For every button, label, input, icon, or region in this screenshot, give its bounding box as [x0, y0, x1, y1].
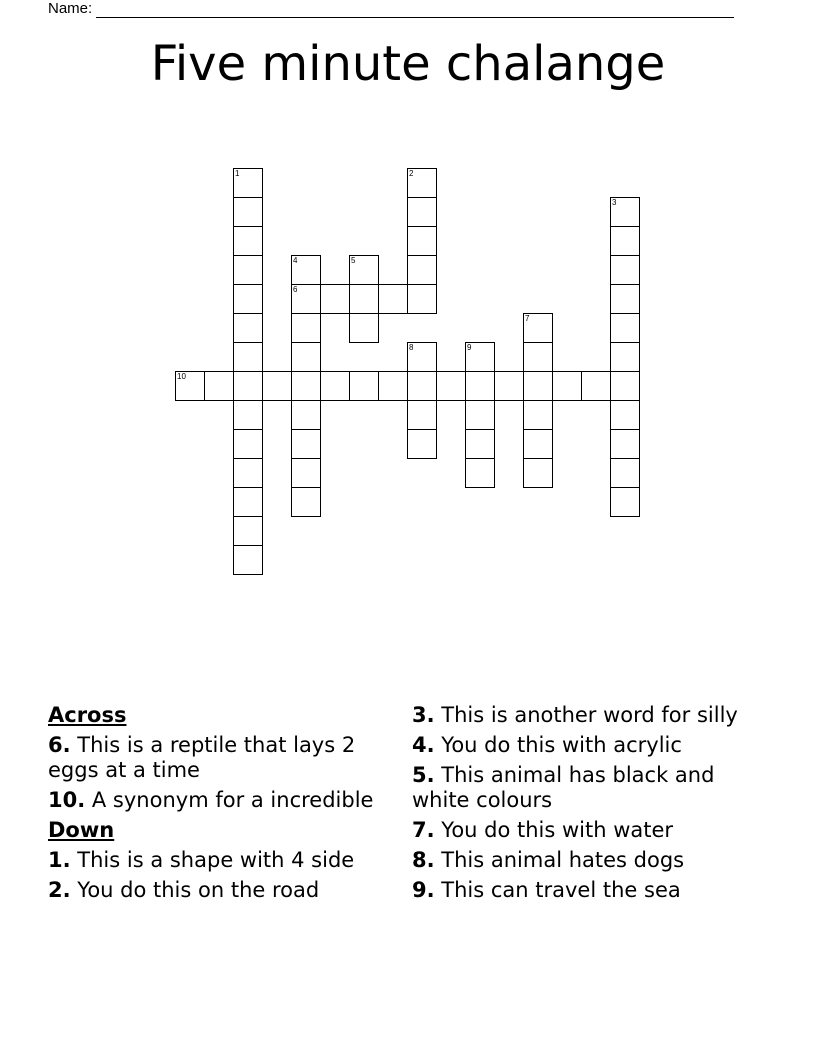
grid-cell[interactable] [349, 255, 379, 285]
grid-cell[interactable] [407, 197, 437, 227]
clue-down-2 [48, 878, 393, 903]
grid-cell[interactable] [407, 371, 437, 401]
grid-cell[interactable] [407, 255, 437, 285]
grid-cell[interactable] [523, 400, 553, 430]
grid-cell[interactable] [291, 342, 321, 372]
clue-number: 10. [48, 788, 86, 812]
grid-cell[interactable] [233, 168, 263, 198]
clue-number: 7. [412, 818, 435, 842]
grid-cell[interactable] [552, 371, 582, 401]
clue-text: A synonym for a incredible [91, 788, 374, 812]
grid-cell[interactable] [233, 342, 263, 372]
grid-cell[interactable] [320, 284, 350, 314]
clue-text: You do this with acrylic [441, 733, 682, 757]
grid-cell[interactable] [233, 197, 263, 227]
clue-down-8 [412, 848, 757, 873]
across-heading: Across [48, 703, 127, 727]
clue-number: 1. [48, 848, 71, 872]
cell-number: 8 [409, 343, 414, 352]
grid-cell[interactable] [233, 516, 263, 546]
cell-number: 7 [525, 314, 530, 323]
grid-cell[interactable] [349, 371, 379, 401]
grid-cell[interactable] [349, 284, 379, 314]
grid-cell[interactable] [233, 313, 263, 343]
grid-cell[interactable] [291, 284, 321, 314]
clue-across-10 [48, 788, 393, 813]
grid-cell[interactable] [523, 313, 553, 343]
cell-number: 4 [293, 256, 298, 265]
grid-cell[interactable] [233, 255, 263, 285]
clue-number: 8. [412, 848, 435, 872]
grid-cell[interactable] [407, 429, 437, 459]
clue-text: You do this on the road [77, 878, 320, 902]
clue-down-3 [412, 703, 757, 728]
cell-number: 6 [293, 285, 298, 294]
clue-text: This is another word for silly [441, 703, 738, 727]
cell-number: 5 [351, 256, 356, 265]
grid-cell[interactable] [610, 458, 640, 488]
clue-number: 6. [48, 733, 71, 757]
grid-cell[interactable] [465, 342, 495, 372]
grid-cell[interactable] [523, 371, 553, 401]
clue-text: This can travel the sea [441, 878, 681, 902]
grid-cell[interactable] [610, 429, 640, 459]
clue-number: 4. [412, 733, 435, 757]
grid-cell[interactable] [378, 371, 408, 401]
cell-number: 9 [467, 343, 472, 352]
clue-down-1 [48, 848, 393, 873]
name-label: Name: [48, 0, 93, 17]
clue-down-4 [412, 733, 757, 758]
grid-cell[interactable] [436, 371, 466, 401]
clue-text: This animal hates dogs [441, 848, 685, 872]
grid-cell[interactable] [233, 545, 263, 575]
grid-cell[interactable] [465, 400, 495, 430]
clue-number: 2. [48, 878, 71, 902]
clue-down-7 [412, 818, 757, 843]
grid-cell[interactable] [407, 226, 437, 256]
grid-cell[interactable] [378, 284, 408, 314]
grid-cell[interactable] [262, 371, 292, 401]
grid-cell[interactable] [523, 429, 553, 459]
grid-cell[interactable] [233, 284, 263, 314]
grid-cell[interactable] [610, 255, 640, 285]
clue-text: You do this with water [441, 818, 674, 842]
grid-cell[interactable] [407, 168, 437, 198]
clue-text: This is a shape with 4 side [77, 848, 355, 872]
clue-number: 5. [412, 763, 435, 787]
clue-down-5 [412, 763, 757, 813]
clue-across-6 [48, 733, 393, 783]
grid-cell[interactable] [233, 487, 263, 517]
grid-cell[interactable] [610, 313, 640, 343]
cell-number: 3 [612, 198, 617, 207]
grid-cell[interactable] [291, 313, 321, 343]
grid-cell[interactable] [465, 458, 495, 488]
clues-right-column [412, 703, 757, 908]
grid-cell[interactable] [407, 400, 437, 430]
grid-cell[interactable] [233, 226, 263, 256]
grid-cell[interactable] [233, 371, 263, 401]
grid-cell[interactable] [233, 400, 263, 430]
page-title: Five minute chalange [150, 36, 666, 92]
grid-cell[interactable] [204, 371, 234, 401]
grid-cell[interactable] [175, 371, 205, 401]
grid-cell[interactable] [407, 284, 437, 314]
cell-number: 1 [235, 169, 240, 178]
grid-cell[interactable] [610, 400, 640, 430]
cell-number: 10 [177, 372, 186, 381]
grid-cell[interactable] [407, 342, 437, 372]
down-heading: Down [48, 818, 115, 842]
clue-number: 3. [412, 703, 435, 727]
grid-cell[interactable] [494, 371, 524, 401]
clues-left-column [48, 703, 393, 908]
cell-number: 2 [409, 169, 414, 178]
grid-cell[interactable] [523, 458, 553, 488]
grid-cell[interactable] [610, 284, 640, 314]
clue-down-9 [412, 878, 757, 903]
grid-cell[interactable] [291, 400, 321, 430]
grid-cell[interactable] [291, 458, 321, 488]
grid-cell[interactable] [610, 226, 640, 256]
grid-cell[interactable] [610, 371, 640, 401]
grid-cell[interactable] [465, 371, 495, 401]
grid-cell[interactable] [581, 371, 611, 401]
grid-cell[interactable] [320, 371, 350, 401]
grid-cell[interactable] [233, 458, 263, 488]
clue-text: This animal has black and white colours [412, 763, 715, 812]
clue-number: 9. [412, 878, 435, 902]
grid-cell[interactable] [291, 371, 321, 401]
grid-cell[interactable] [610, 342, 640, 372]
grid-cell[interactable] [291, 487, 321, 517]
clue-text: This is a reptile that lays 2 eggs at a time [48, 733, 356, 782]
grid-cell[interactable] [291, 429, 321, 459]
grid-cell[interactable] [610, 487, 640, 517]
grid-cell[interactable] [233, 429, 263, 459]
grid-cell[interactable] [349, 313, 379, 343]
grid-cell[interactable] [465, 429, 495, 459]
grid-cell[interactable] [523, 342, 553, 372]
grid-cell[interactable] [291, 255, 321, 285]
grid-cell[interactable] [610, 197, 640, 227]
